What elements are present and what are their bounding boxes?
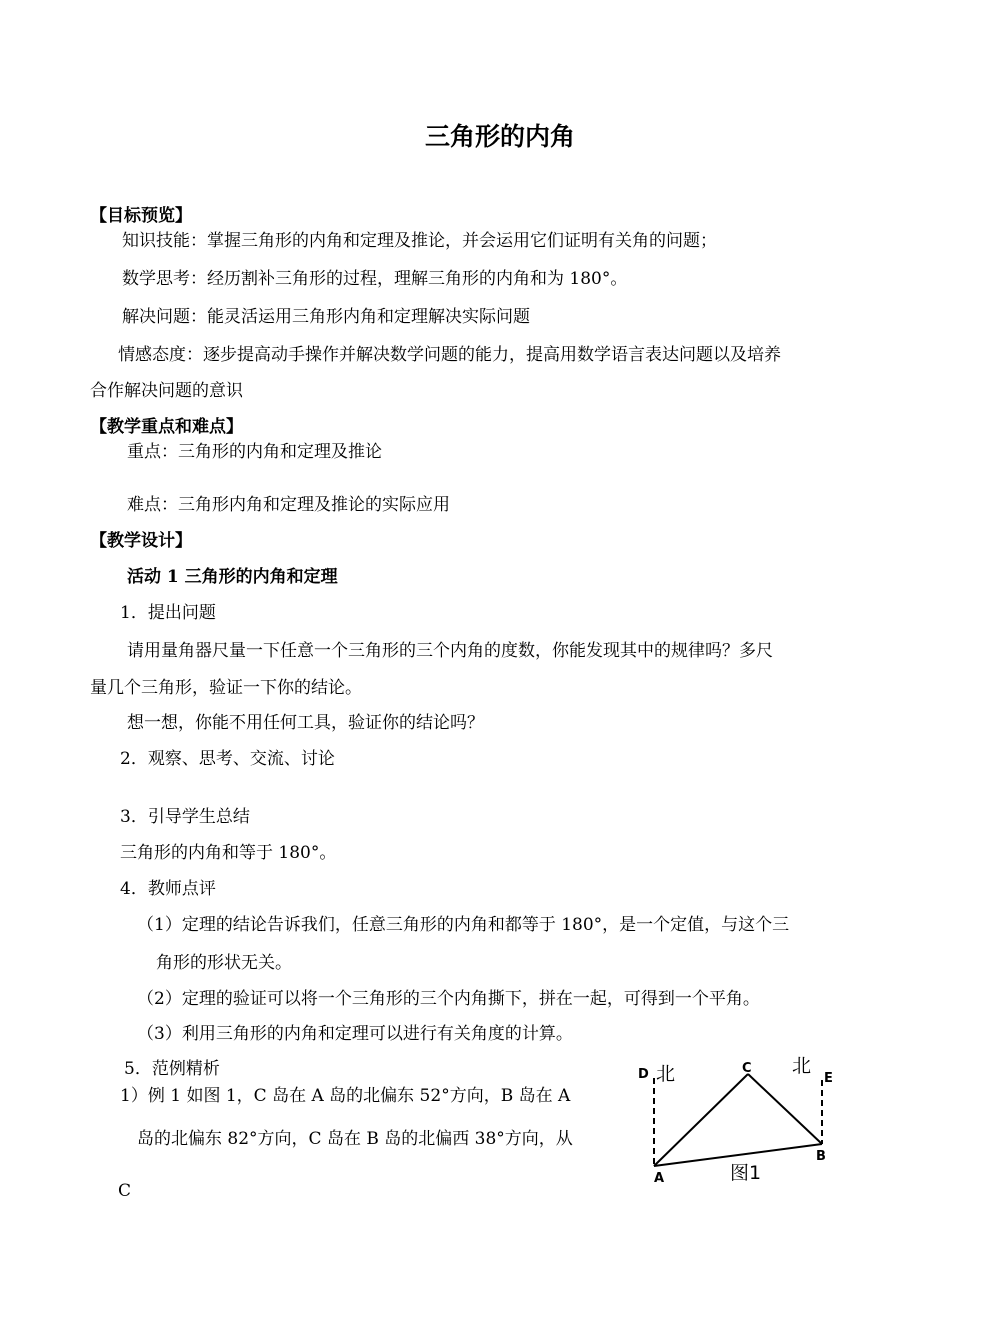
comment-1: （1）定理的结论告诉我们，任意三角形的内角和都等于 180°，是一个定值，与这个三 [137,915,790,935]
north-label-left: 北 [656,1063,676,1085]
paragraph-line: 量几个三角形，验证一下你的结论。 [90,678,362,698]
theorem-statement: 三角形的内角和等于 180°。 [120,843,337,863]
step-2: 2．观察、思考、交流、讨论 [120,749,335,769]
label-c: C [742,1061,752,1076]
label-d: D [638,1067,649,1082]
goals-heading: 【目标预览】 [90,206,192,226]
goal-attitude-cont: 合作解决问题的意识 [90,381,243,401]
figure-caption: 图1 [730,1162,762,1184]
paragraph-line: 请用量角器尺量一下任意一个三角形的三个内角的度数，你能发现其中的规律吗？多尺 [127,641,773,661]
page-title: 三角形的内角 [424,122,575,151]
step-3: 3．引导学生总结 [120,807,250,827]
paragraph-line: 想一想，你能不用任何工具，验证你的结论吗？ [127,713,484,733]
comment-2: （2）定理的验证可以将一个三角形的三个内角撕下，拼在一起，可得到一个平角。 [137,989,760,1009]
focus-heading: 【教学重点和难点】 [90,417,243,437]
label-e: E [824,1071,833,1086]
north-label-right: 北 [792,1055,812,1077]
example-1-line: C [118,1181,132,1201]
focus-difficulty: 难点：三角形内角和定理及推论的实际应用 [127,495,450,515]
label-b: B [816,1149,826,1164]
focus-key-point: 重点：三角形的内角和定理及推论 [127,442,382,462]
activity-title: 活动 1 三角形的内角和定理 [127,567,338,587]
step-1: 1．提出问题 [120,603,216,623]
design-heading: 【教学设计】 [90,531,192,551]
example-1-line: 岛的北偏东 82°方向，C 岛在 B 岛的北偏西 38°方向，从 [137,1129,573,1149]
goal-thinking: 数学思考：经历割补三角形的过程，理解三角形的内角和为 180°。 [122,269,628,289]
example-1-line: 1）例 1 如图 1，C 岛在 A 岛的北偏东 52°方向，B 岛在 A [120,1086,571,1106]
comment-1-cont: 角形的形状无关。 [156,953,292,973]
goal-problem-solving: 解决问题：能灵活运用三角形内角和定理解决实际问题 [122,307,530,327]
figure-1-diagram [632,1050,832,1190]
label-a: A [654,1171,665,1186]
segment-cb [748,1074,822,1144]
step-4: 4．教师点评 [120,879,216,899]
goal-knowledge: 知识技能：掌握三角形的内角和定理及推论，并会运用它们证明有关角的问题； [122,231,717,251]
step-5: 5．范例精析 [124,1059,220,1079]
goal-attitude: 情感态度：逐步提高动手操作并解决数学问题的能力，提高用数学语言表达问题以及培养 [118,345,781,365]
segment-ac [654,1074,748,1166]
comment-3: （3）利用三角形的内角和定理可以进行有关角度的计算。 [137,1024,573,1044]
